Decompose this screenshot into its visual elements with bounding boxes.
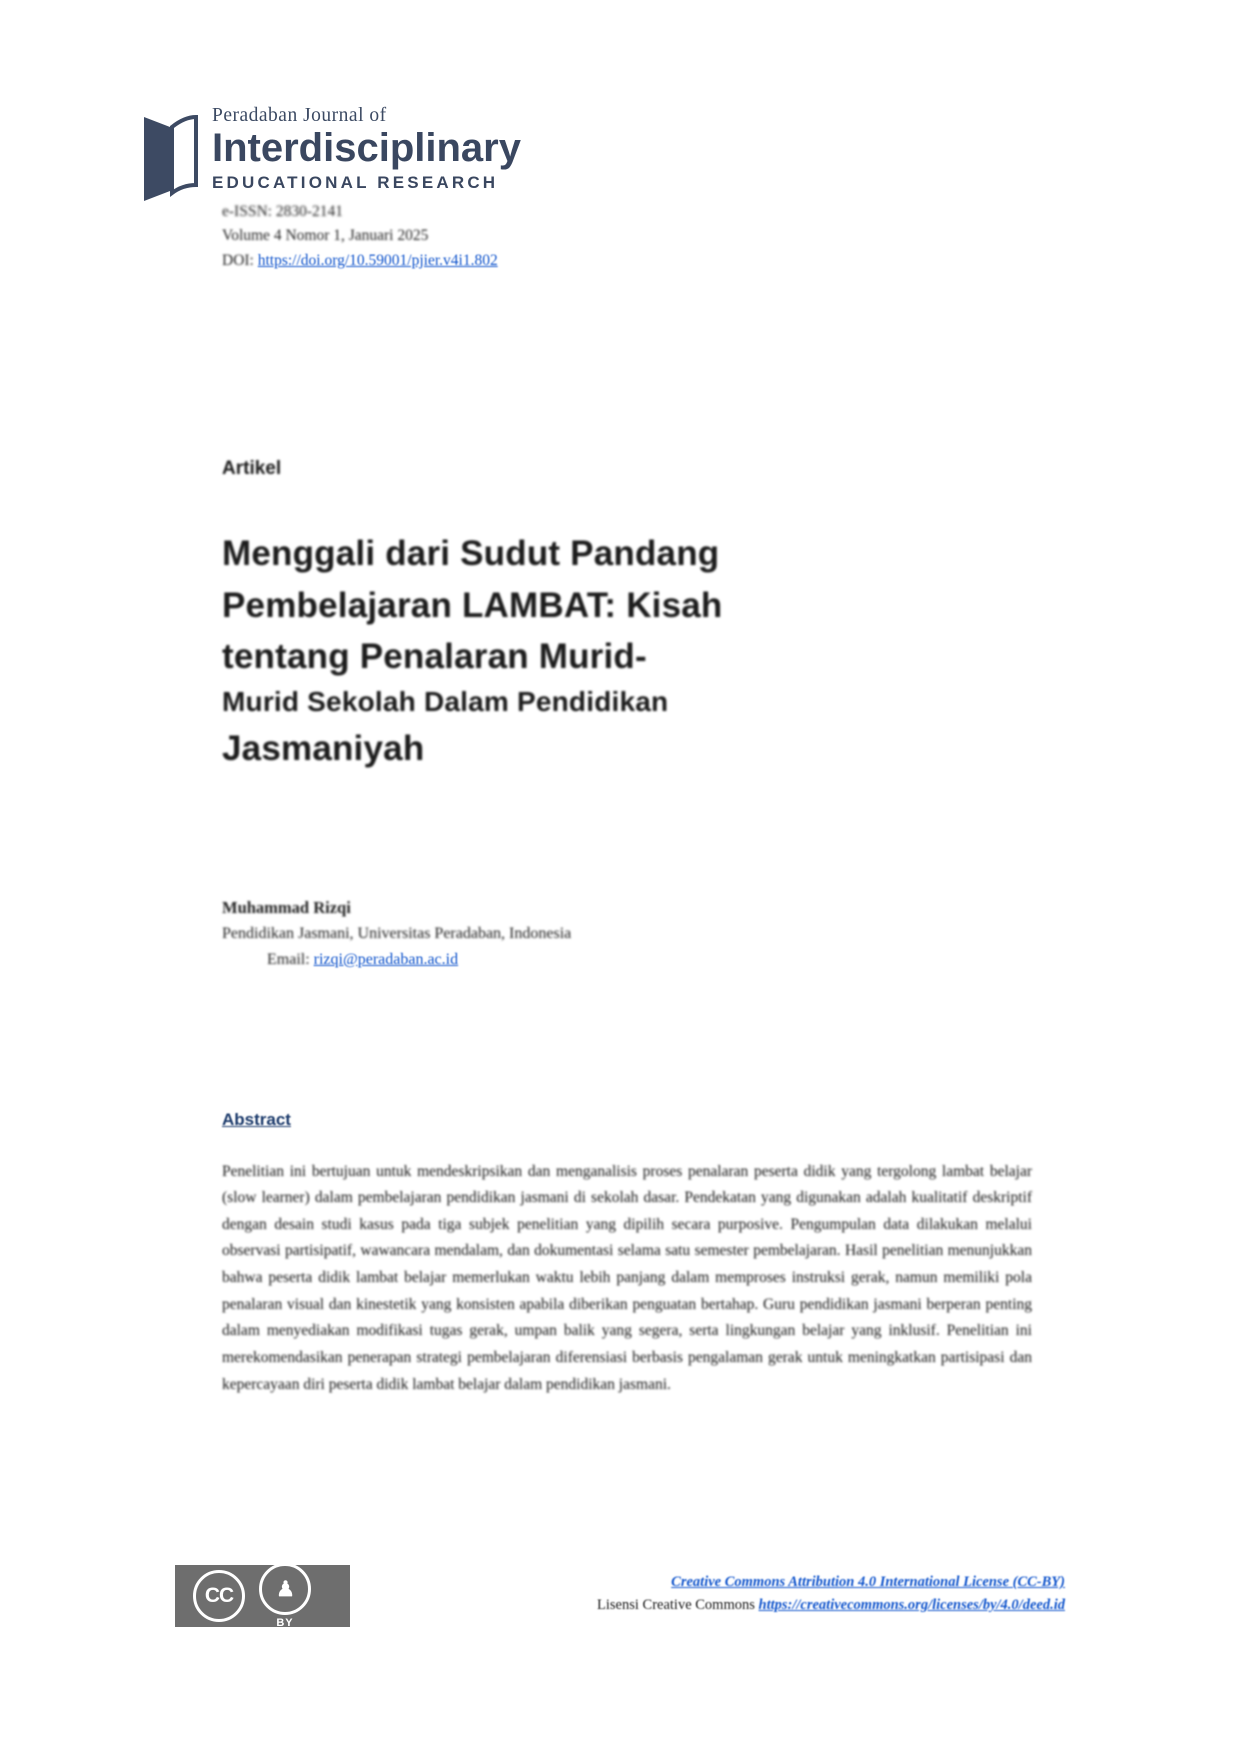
masthead-line-2: Interdisciplinary (212, 126, 521, 171)
masthead-line-3: EDUCATIONAL RESEARCH (212, 173, 499, 193)
title-line-1: Menggali dari Sudut Pandang (222, 534, 720, 574)
license-url-link[interactable]: https://creativecommons.org/licenses/by/4.0/deed.id (758, 1597, 1065, 1614)
journal-issn: e-ISSN: 2830-2141 (222, 203, 343, 220)
author-block (222, 895, 942, 973)
masthead-line-1: Peradaban Journal of (212, 105, 387, 126)
creative-commons-badge (175, 1565, 350, 1627)
title-line-3: tentang Penalaran Murid- (222, 636, 647, 676)
article-title (222, 528, 862, 773)
license-footer (175, 1565, 1065, 1635)
abstract-paragraph: Penelitian ini bertujuan untuk mendeskripsikan dan menganalisis proses penalaran peserta didik yang tergolong lambat belajar (slow learner) dalam pembelajaran pendidikan jasmani di sekolah dasar. Pendekatan yang digunakan adalah kualitatif deskriptif dengan desain studi kasus pada tiga subjek penelitian yang dipilih secara purposive. Pengumpulan data dilakukan melalui observasi partisipatif, wawancara mendalam, dan dokumentasi selama satu semester pembelajaran. Hasil penelitian menunjukkan bahwa peserta didik lambat belajar memerlukan waktu lebih panjang dalam memproses instruksi gerak, namun memiliki pola penalaran visual dan kinestetik yang konsisten apabila diberikan penguatan bertahap. Guru pendidikan jasmani berperan penting dalam menyediakan modifikasi tugas gerak, umpan balik yang segera, serta lingkungan belajar yang inklusif. Penelitian ini merekomendasikan penerapan strategi pembelajaran diferensiasi berbasis pengalaman gerak untuk meningkatkan partisipasi dan kepercayaan diri peserta didik lambat belajar dalam pendidikan jasmani. (222, 1162, 1032, 1393)
author-name: Muhammad Rizqi (222, 898, 351, 917)
author-affiliation: Pendidikan Jasmani, Universitas Peradaban, Indonesia (222, 925, 572, 943)
title-line-5: Jasmaniyah (222, 728, 425, 768)
author-email-link[interactable]: rizqi@peradaban.ac.id (313, 950, 459, 968)
journal-masthead (140, 105, 570, 215)
open-book-icon (140, 113, 198, 205)
title-line-4: Murid Sekolah Dalam Pendidikan (222, 685, 669, 717)
doi-label: DOI: (222, 252, 254, 270)
journal-meta-block (222, 200, 922, 273)
title-line-2: Pembelajaran LAMBAT: Kisah (222, 585, 723, 625)
abstract-heading: Abstract (222, 1110, 291, 1129)
creative-commons-icon: CC (193, 1570, 245, 1622)
person-attribution-icon: ♟ (259, 1563, 311, 1615)
author-email-label: Email: (267, 950, 310, 968)
journal-volume: Volume 4 Nomor 1, Januari 2025 (222, 227, 429, 245)
cc-by-label: BY (276, 1617, 294, 1629)
section-label-artikel: Artikel (222, 458, 282, 479)
license-name-link[interactable]: Creative Commons Attribution 4.0 International License (CC-BY) (671, 1574, 1065, 1590)
license-prefix: Lisensi Creative Commons (597, 1597, 755, 1614)
license-text-block (365, 1571, 1065, 1617)
doi-link[interactable]: https://doi.org/10.59001/pjier.v4i1.802 (257, 252, 498, 270)
